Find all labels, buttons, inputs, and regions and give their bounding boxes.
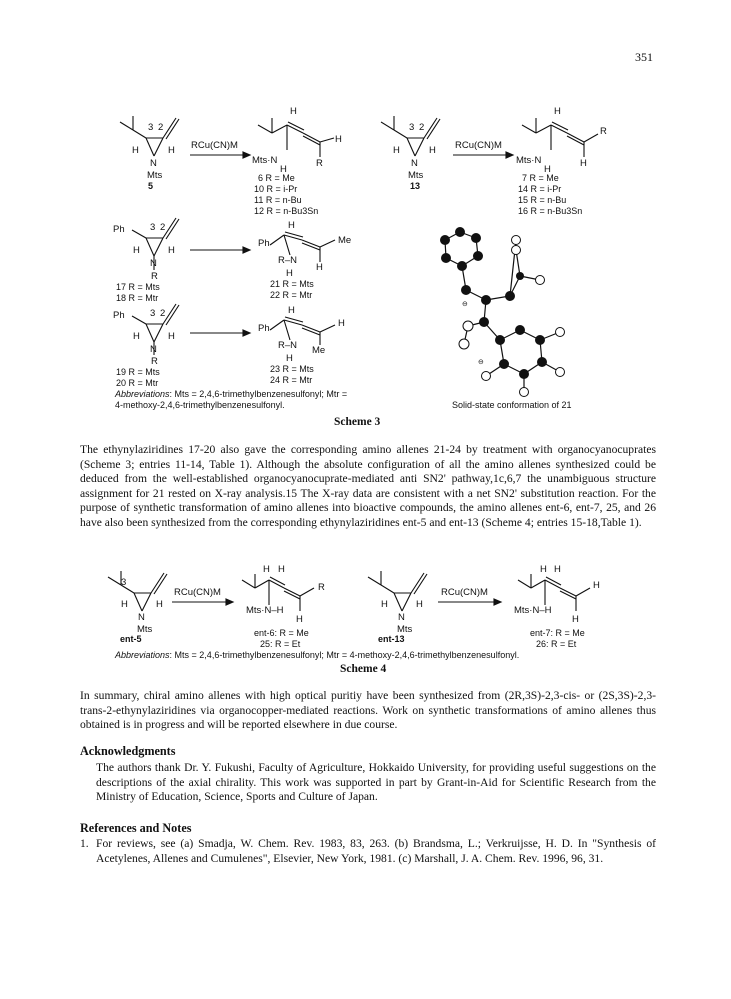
svg-text:R: R xyxy=(318,582,325,593)
svg-text:H: H xyxy=(554,564,561,575)
svg-text:Mts·N: Mts·N xyxy=(516,155,542,166)
compound-5-label: 5 xyxy=(148,181,154,191)
xray-atoms xyxy=(440,227,547,379)
ent7-label: ent-7: R = Me xyxy=(530,628,585,638)
compound-7-label: 7 R = Me xyxy=(522,173,559,183)
svg-text:R–N: R–N xyxy=(278,340,298,351)
svg-text:H: H xyxy=(278,564,285,575)
svg-text:H: H xyxy=(288,305,295,316)
svg-text:H: H xyxy=(286,353,293,364)
compound-17-label: 17 R = Mts xyxy=(116,282,160,292)
reference-1 xyxy=(80,837,656,866)
xray-caption: Solid-state conformation of 21 xyxy=(452,400,572,410)
compound-24-label: 24 R = Mtr xyxy=(270,375,313,385)
svg-text:H: H xyxy=(263,564,270,575)
svg-text:H: H xyxy=(338,318,345,329)
abbreviations-label-4: Abbreviations xyxy=(115,650,170,660)
references-heading: References and Notes xyxy=(80,821,192,835)
svg-text:Mts: Mts xyxy=(397,624,413,635)
abbreviations-text-2: 4-methoxy-2,4,6-trimethylbenzenesulfonyl. xyxy=(115,400,285,410)
svg-text:H: H xyxy=(416,599,423,610)
compound-25-label: 25: R = Et xyxy=(260,639,301,649)
svg-text:Mts·N: Mts·N xyxy=(252,155,278,166)
ent5-label: ent-5 xyxy=(120,634,142,644)
scheme3-abbreviations xyxy=(115,389,385,411)
svg-text:2: 2 xyxy=(158,122,164,133)
svg-text:H: H xyxy=(572,614,579,625)
svg-text:H: H xyxy=(168,331,175,342)
svg-text:H: H xyxy=(554,106,561,117)
svg-text:H: H xyxy=(286,268,293,279)
svg-text:N: N xyxy=(138,612,145,623)
svg-text:N: N xyxy=(398,612,405,623)
svg-text:Me: Me xyxy=(338,235,352,246)
svg-text:R: R xyxy=(151,271,158,282)
acknowledgments-heading: Acknowledgments xyxy=(80,744,176,758)
svg-text:R–N: R–N xyxy=(278,255,298,266)
svg-text:⊖: ⊖ xyxy=(478,359,484,366)
svg-text:H: H xyxy=(316,262,323,273)
compound-21-label: 21 R = Mts xyxy=(270,279,314,289)
svg-text:R: R xyxy=(316,158,323,169)
compound-18-label: 18 R = Mtr xyxy=(116,293,159,303)
svg-text:H: H xyxy=(121,599,128,610)
compound-26-label: 26: R = Et xyxy=(536,639,577,649)
acknowledgments-text: The authors thank Dr. Y. Fukushi, Faculty of Agriculture, Hokkaido University, for providing useful suggestions on the descriptions of the axial chirality. This work was supported in part by Grant-in-Aid for Scientific Research from the Ministry of Education, Science, Sports and Culture of Japan. xyxy=(96,761,656,804)
compound-19-label: 19 R = Mts xyxy=(116,367,160,377)
svg-text:H: H xyxy=(580,158,587,169)
compound-11-label: 11 R = n-Bu xyxy=(254,195,302,205)
svg-text:Ph: Ph xyxy=(113,310,125,321)
svg-text:N: N xyxy=(150,344,157,355)
svg-text:3: 3 xyxy=(121,577,127,588)
svg-text:H: H xyxy=(393,145,400,156)
svg-text:H: H xyxy=(288,220,295,231)
compound-10-label: 10 R = i-Pr xyxy=(254,184,298,194)
svg-text:H: H xyxy=(156,599,163,610)
svg-text:Me: Me xyxy=(312,345,326,356)
svg-text:2: 2 xyxy=(160,222,166,233)
reference-1-text: For reviews, see (a) Smadja, W. Chem. Rev. 1983, 83, 263. (b) Brandsma, L.; Verkruijsse, H. D. In "Synthesis of Acetylenes, Allenes and Cumulenes", Elsevier, New York, 1981. (c) Marshall, J. A. Chem. Rev. 1996, 96, 31. xyxy=(96,837,656,865)
svg-text:H: H xyxy=(133,331,140,342)
svg-text:H: H xyxy=(296,614,303,625)
svg-text:H: H xyxy=(593,580,600,591)
svg-text:H: H xyxy=(540,564,547,575)
svg-text:Mts: Mts xyxy=(147,170,163,181)
abbreviations-text-4: : Mts = 2,4,6-trimethylbenzenesulfonyl; Mtr = 4-methoxy-2,4,6-trimethylbenzenesulfonyl. xyxy=(169,650,520,660)
svg-text:3: 3 xyxy=(409,122,415,133)
compound-15-label: 15 R = n-Bu xyxy=(518,195,567,205)
paragraph-2: In summary, chiral amino allenes with high optical puritiy have been synthesized from (2R,3S)-2,3-cis- or (2S,3S)-2,3-trans-2-ethynylaziridines via organocopper-mediated reactions. Work on synthetic transformations of amino allenes thus obtained is in progress and will be reported elsewhere in due course. xyxy=(80,689,656,732)
scheme4-abbreviations xyxy=(115,650,675,661)
svg-text:⊖: ⊖ xyxy=(462,301,468,308)
svg-text:Ph: Ph xyxy=(258,323,270,334)
compound-22-label: 22 R = Mtr xyxy=(270,290,313,300)
compound-6-label: 6 R = Me xyxy=(258,173,295,183)
svg-text:R: R xyxy=(151,356,158,367)
scheme4-reagent-1: RCu(CN)M xyxy=(174,587,221,598)
compound-20-label: 20 R = Mtr xyxy=(116,378,159,388)
svg-text:H: H xyxy=(168,145,175,156)
svg-text:H: H xyxy=(132,145,139,156)
svg-text:H: H xyxy=(168,245,175,256)
ent13-label: ent-13 xyxy=(378,634,405,644)
scheme3-reagent-2: RCu(CN)M xyxy=(455,140,502,151)
svg-text:Ph: Ph xyxy=(113,224,125,235)
svg-text:Mts·N–H: Mts·N–H xyxy=(514,605,552,616)
svg-text:2: 2 xyxy=(419,122,425,133)
svg-text:H: H xyxy=(429,145,436,156)
compound-16-label: 16 R = n-Bu3Sn xyxy=(518,206,583,216)
svg-text:H: H xyxy=(280,164,287,175)
svg-text:3: 3 xyxy=(150,308,156,319)
svg-text:Ph: Ph xyxy=(258,238,270,249)
svg-text:H: H xyxy=(544,164,551,175)
abbreviations-text: : Mts = 2,4,6-trimethylbenzenesulfonyl; Mtr = xyxy=(169,389,348,399)
reference-1-number: 1. xyxy=(80,837,89,850)
scheme3-reagent-1: RCu(CN)M xyxy=(191,140,238,151)
scheme3-caption: Scheme 3 xyxy=(334,416,381,428)
ent6-label: ent-6: R = Me xyxy=(254,628,309,638)
allene-6-structure xyxy=(258,118,334,157)
page-number: 351 xyxy=(635,50,653,64)
allene-7-structure xyxy=(522,118,598,157)
svg-text:Mts·N–H: Mts·N–H xyxy=(246,605,284,616)
svg-text:N: N xyxy=(150,158,157,169)
compound-13-label: 13 xyxy=(410,181,421,191)
svg-text:2: 2 xyxy=(160,308,166,319)
svg-text:Mts: Mts xyxy=(408,170,424,181)
paragraph-1: The ethynylaziridines 17-20 also gave the corresponding amino allenes 21-24 by treatment with organocyanocuprates (Scheme 3; entries 11-14, Table 1). Although the absolute configuration of all the amino allenes synthesized could be deduced from the well-established organocyanocuprate-mediated anti SN2' pathway,1c,6,7 the unambiguous structure assignment for 21 rested on X-ray analysis.15 The X-ray data are consistent with a net SN2' substitution reaction. For the purpose of synthetic transformation of amino allenes into bioactive compounds, the amino allenes ent-6, ent-7, 25, and 26 have also been synthesized from the corresponding ethynylaziridines ent-5 and ent-13 (Scheme 4; entries 15-18,Table 1). xyxy=(80,443,656,529)
compound-14-label: 14 R = i-Pr xyxy=(518,184,562,194)
svg-text:H: H xyxy=(133,245,140,256)
svg-text:H: H xyxy=(381,599,388,610)
svg-text:H: H xyxy=(335,134,342,145)
compound-12-label: 12 R = n-Bu3Sn xyxy=(254,206,319,216)
svg-text:N: N xyxy=(411,158,418,169)
compound-23-label: 23 R = Mts xyxy=(270,364,314,374)
scheme4-caption: Scheme 4 xyxy=(340,663,387,675)
scheme4-reagent-2: RCu(CN)M xyxy=(441,587,488,598)
svg-text:H: H xyxy=(290,106,297,117)
svg-text:R: R xyxy=(600,126,607,137)
svg-text:3: 3 xyxy=(148,122,154,133)
svg-text:N: N xyxy=(150,258,157,269)
svg-text:3: 3 xyxy=(150,222,156,233)
svg-text:Mts: Mts xyxy=(137,624,153,635)
abbreviations-label: Abbreviations xyxy=(115,389,170,399)
